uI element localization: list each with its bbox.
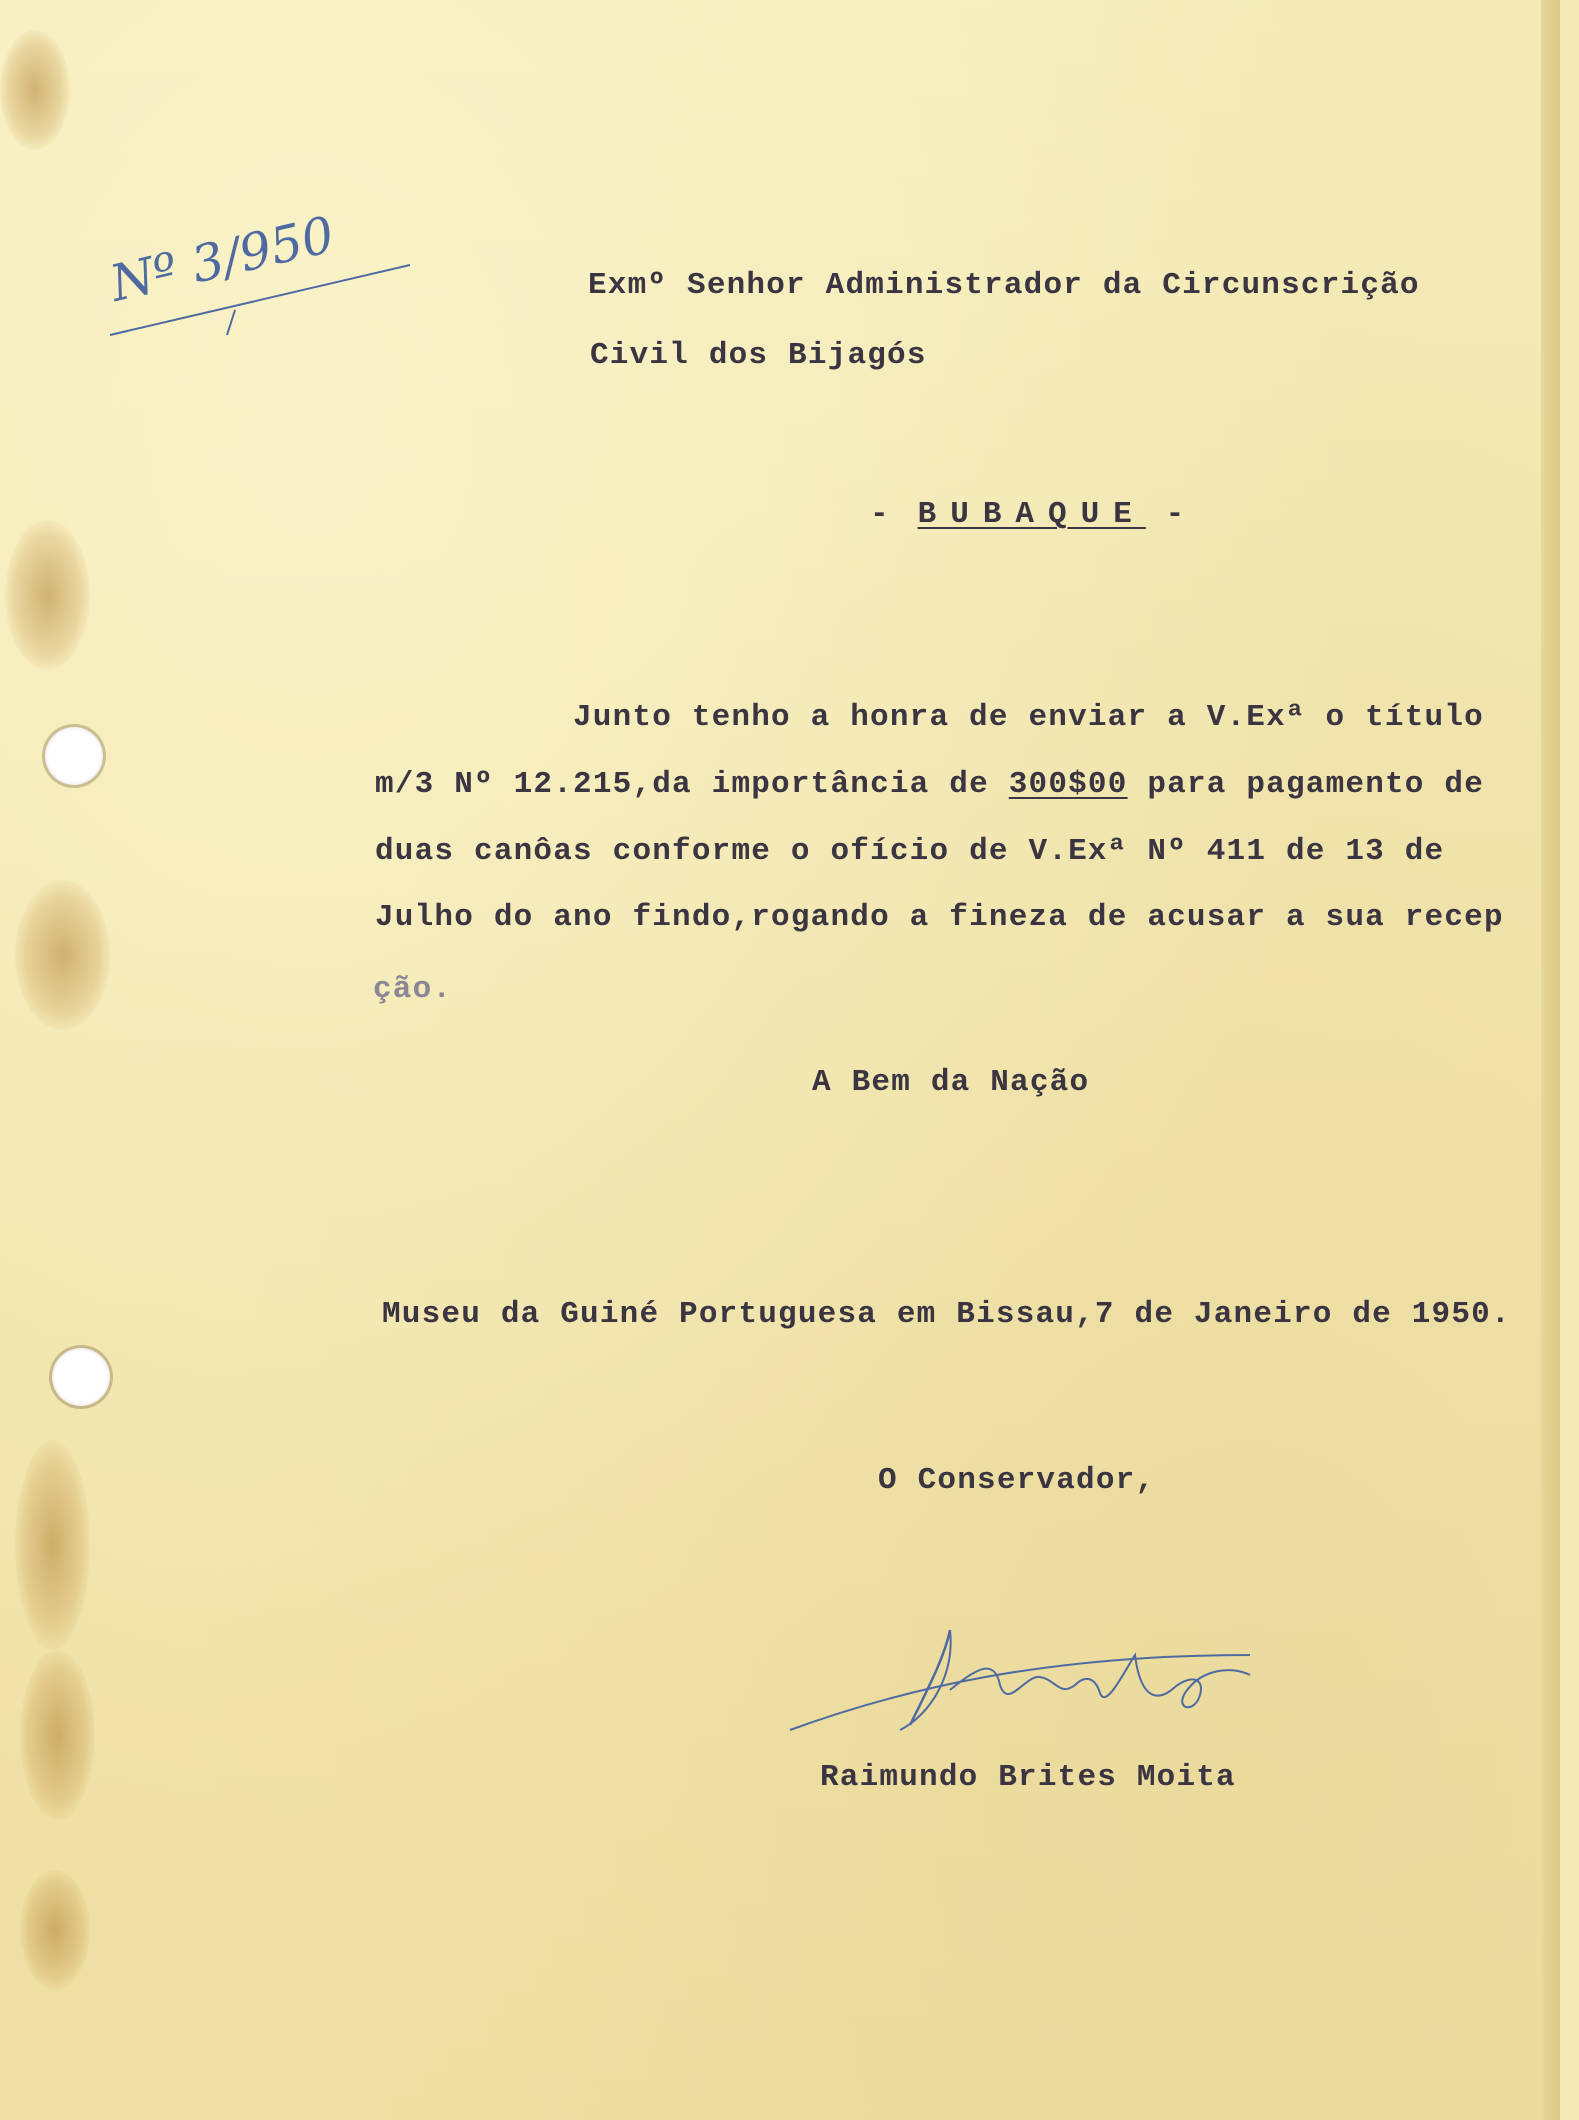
body-line-4: Julho do ano findo,rogando a fineza de acusar a sua recep — [375, 900, 1504, 935]
body-line-2 — [375, 767, 1484, 802]
page-edge — [1541, 0, 1560, 2120]
signatory-name: Raimundo Brites Moita — [820, 1760, 1236, 1795]
stain — [20, 1650, 95, 1820]
signatory-title: O Conservador, — [878, 1463, 1156, 1498]
stain — [5, 520, 90, 670]
punch-hole-bottom — [52, 1348, 110, 1406]
body-line-2-end: para pagamento de — [1147, 767, 1485, 802]
place-date-line: Museu da Guiné Portuguesa em Bissau,7 de Janeiro de 1950. — [382, 1297, 1511, 1332]
addressee-line-1: Exmº Senhor Administrador da Circunscrição — [588, 268, 1420, 303]
body-line-5: ção. — [373, 972, 453, 1007]
stain — [20, 1870, 90, 1990]
body-line-1: Junto tenho a honra de enviar a V.Exª o título — [573, 700, 1484, 735]
body-line-2-text: m/3 Nº 12.215,da importância de — [375, 767, 989, 802]
stain — [0, 30, 70, 150]
heading-place-name: BUBAQUE — [917, 497, 1146, 532]
reference-note: Nº 3/950 — [104, 205, 340, 313]
punch-hole-top — [45, 727, 103, 785]
handwritten-signature — [780, 1615, 1260, 1755]
stain — [15, 1440, 90, 1650]
heading-dash-right: - — [1165, 497, 1186, 532]
heading-dash-left: - — [870, 497, 890, 532]
stain — [15, 880, 110, 1030]
closing-salutation: A Bem da Nação — [812, 1065, 1090, 1100]
body-line-3: duas canôas conforme o ofício de V.Exª Nº 411 de 13 de — [375, 834, 1445, 869]
amount-value: 300$00 — [1008, 767, 1128, 802]
place-heading — [870, 497, 1185, 532]
addressee-line-2: Civil dos Bijagós — [590, 338, 927, 373]
